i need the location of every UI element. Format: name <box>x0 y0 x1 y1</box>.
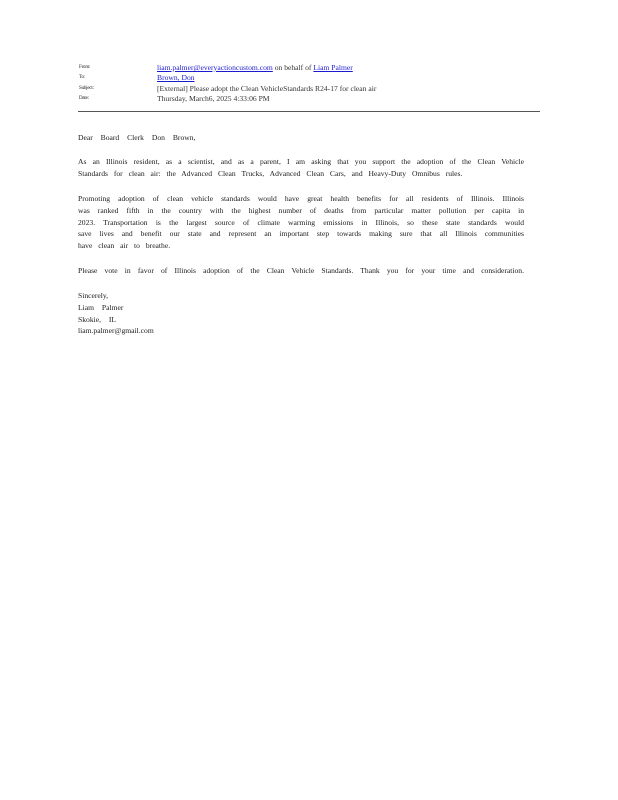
subject-value: [External] Please adopt the Clean VehicleStandards R24-17 for clean air <box>157 84 377 93</box>
signature-email: liam.palmer@gmail.com <box>78 326 154 336</box>
date-value: Thursday, March6, 2025 4:33:06 PM <box>157 94 270 103</box>
paragraph-line: Standards for clean air: the Advanced Clean Trucks, Advanced Clean Cars, and Heavy-Duty Omnibus rules. <box>78 168 463 178</box>
paragraph-line: 2023. Transportation is the largest source of climate warming emissions in Illinois, so these state standards would <box>78 217 524 227</box>
greeting <box>78 132 524 144</box>
from-name-link[interactable]: Liam Palmer <box>313 63 353 72</box>
from-label: From: <box>79 65 91 70</box>
paragraph-line: save lives and benefit our state and represent an important step towards making sure that all Illinois communities <box>78 229 524 239</box>
from-behalf-text: on behalf of <box>274 63 312 72</box>
greeting-text: Dear Board Clerk Don Brown, <box>78 133 196 142</box>
paragraph-line: Please vote in favor of Illinois adoption of the Clean Vehicle Standards. Thank you for your time and consideration. <box>78 266 524 275</box>
signoff: Sincerely, <box>78 291 109 300</box>
date-row <box>0 94 618 105</box>
paragraph-3 <box>78 265 524 277</box>
date-label: Date: <box>79 96 89 101</box>
to-name-link[interactable]: Brown, Don <box>157 73 195 82</box>
signature-location: Skokie, IL <box>78 314 117 324</box>
from-value <box>157 63 353 72</box>
to-value-wrap <box>157 73 195 82</box>
paragraph-line: have clean air to breathe. <box>78 241 171 251</box>
header-divider <box>78 111 540 112</box>
from-email-link[interactable]: liam.palmer@everyactioncustom.com <box>157 63 273 72</box>
to-label: To: <box>79 75 85 80</box>
signature-block <box>78 290 524 337</box>
paragraph-line: was ranked fifth in the country with the highest number of deaths from particular matter pollution per capita in <box>78 205 524 215</box>
signature-name: Liam Palmer <box>78 302 124 312</box>
paragraph-2 <box>78 193 524 252</box>
paragraph-1 <box>78 156 524 180</box>
paragraph-line: As an Illinois resident, as a scientist, and as a parent, I am asking that you support the adoption of the Clean Vehicle <box>78 157 524 166</box>
paragraph-line: Promoting adoption of clean vehicle standards would have great health benefits for all residents of Illinois. Illinois <box>78 194 524 203</box>
subject-label: Subject: <box>79 86 94 91</box>
to-row <box>0 73 618 84</box>
